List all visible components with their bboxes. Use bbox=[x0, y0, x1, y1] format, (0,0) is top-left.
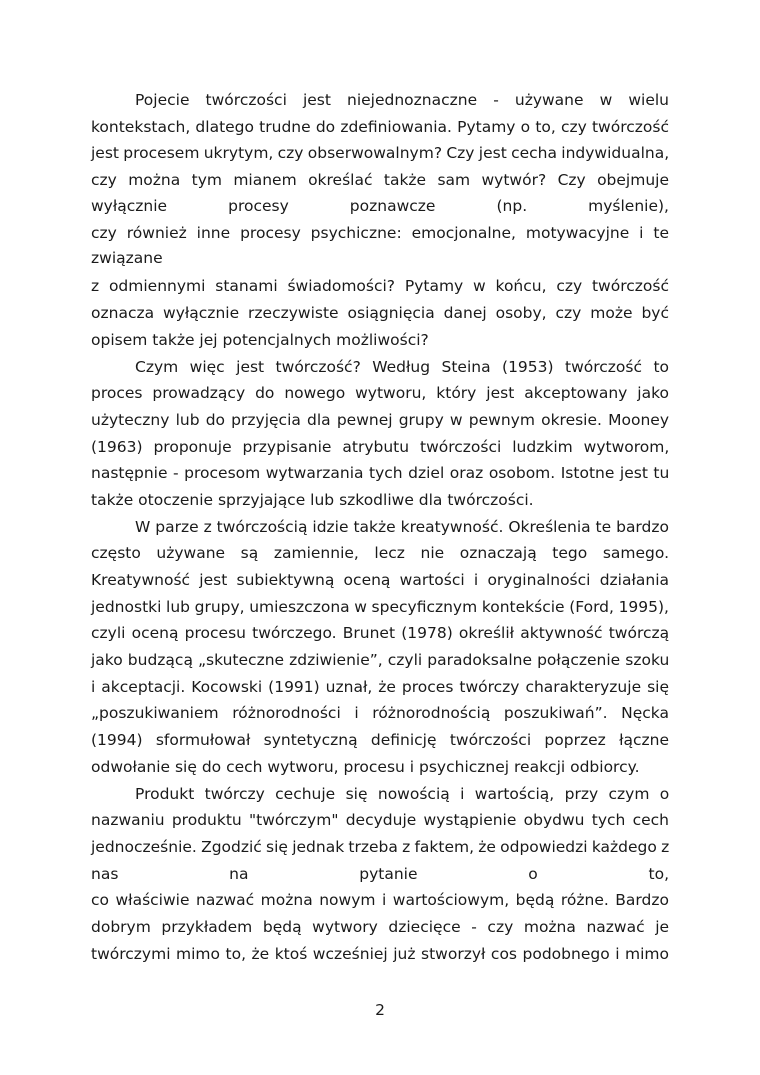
text-line: czyli oceną procesu twórczego. Brunet (1978) określił aktywność twórczą bbox=[91, 624, 670, 642]
text-line: (1994) sformułował syntetyczną definicję twórczości poprzez łączne bbox=[91, 731, 669, 749]
text-line: Pojecie twórczości jest niejednoznaczne - używane w wielu bbox=[135, 91, 670, 109]
text-line: i akceptacji. Kocowski (1991) uznał, że proces twórczy charakteryzuje się bbox=[91, 678, 669, 696]
text-line: jako budzącą „skuteczne zdziwienie”, czyli paradoksalne połączenie szoku bbox=[91, 651, 670, 669]
text-line: dobrym przykładem będą wytwory dziecięce - czy można nazwać je bbox=[91, 918, 670, 936]
text-line: wyłącznie procesy poznawcze (np. myślenie), bbox=[91, 197, 669, 215]
text-line: użyteczny lub do przyjęcia dla pewnej grupy w pewnym okresie. Mooney bbox=[91, 411, 669, 429]
text-line: związane bbox=[91, 249, 163, 267]
text-line: nazwaniu produktu "twórczym" decyduje wystąpienie obydwu tych cech bbox=[91, 811, 669, 829]
text-line: jednocześnie. Zgodzić się jednak trzeba z faktem, że odpowiedzi każdego z bbox=[91, 838, 670, 856]
text-line: jednostki lub grupy, umieszczona w specyficznym kontekście (Ford, 1995), bbox=[91, 598, 669, 616]
text-line: (1963) proponuje przypisanie atrybutu twórczości ludzkim wytworom, bbox=[91, 438, 670, 456]
text-line: często używane są zamiennie, lecz nie oznaczają tego samego. bbox=[91, 544, 669, 562]
page-number: 2 bbox=[375, 1001, 385, 1019]
text-line: czy można tym mianem określać także sam wytwór? Czy obejmuje bbox=[91, 171, 669, 189]
text-line: jest procesem ukrytym, czy obserwowalnym? Czy jest cecha indywidualna, bbox=[91, 144, 670, 162]
text-line: twórczymi mimo to, że ktoś wcześniej już stworzył cos podobnego i mimo bbox=[91, 945, 669, 963]
text-line: odwołanie się do cech wytworu, procesu i psychicznej reakcji odbiorcy. bbox=[91, 758, 640, 776]
text-line: Produkt twórczy cechuje się nowością i wartością, przy czym o bbox=[135, 785, 670, 803]
text-line: co właściwie nazwać można nowym i wartościowym, będą różne. Bardzo bbox=[91, 891, 669, 909]
text-line: czy również inne procesy psychiczne: emocjonalne, motywacyjne i te bbox=[91, 224, 670, 242]
text-line: proces prowadzący do nowego wytworu, który jest akceptowany jako bbox=[91, 384, 669, 402]
text-line: Czym więc jest twórczość? Według Steina (1953) twórczość to bbox=[135, 358, 669, 376]
text-line: z odmiennymi stanami świadomości? Pytamy w końcu, czy twórczość bbox=[91, 277, 669, 295]
text-line: opisem także jej potencjalnych możliwości? bbox=[91, 331, 429, 349]
text-line: kontekstach, dlatego trudne do zdefiniowania. Pytamy o to, czy twórczość bbox=[91, 118, 669, 136]
text-line: następnie - procesom wytwarzania tych dziel oraz osobom. Istotne jest tu bbox=[91, 464, 670, 482]
text-line: Kreatywność jest subiektywną oceną wartości i oryginalności działania bbox=[91, 571, 669, 589]
text-line: oznacza wyłącznie rzeczywiste osiągnięcia danej osoby, czy może być bbox=[91, 304, 669, 322]
text-line: także otoczenie sprzyjające lub szkodliwe dla twórczości. bbox=[91, 491, 534, 509]
text-line: „poszukiwaniem różnorodności i różnorodnością poszukiwań”. Nęcka bbox=[91, 704, 669, 722]
text-line: W parze z twórczością idzie także kreatywność. Określenia te bardzo bbox=[135, 518, 669, 536]
text-line: nas na pytanie o to, bbox=[91, 865, 669, 883]
